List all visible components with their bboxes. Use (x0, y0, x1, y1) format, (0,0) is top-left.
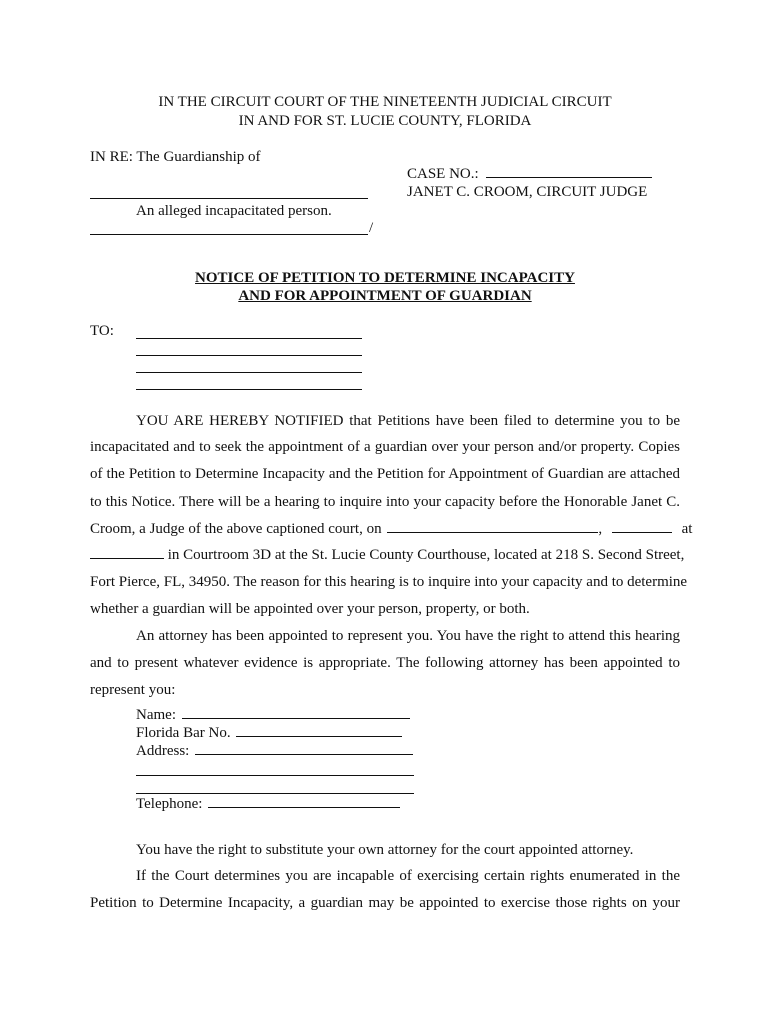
para2-line2: and to present whatever evidence is appropriate. The following attorney has been appointed to (90, 655, 680, 671)
para2-line3: represent you: (90, 682, 176, 698)
to-blank-1[interactable] (136, 338, 362, 339)
para3: You have the right to substitute your own attorney for the court appointed attorney. (136, 842, 634, 858)
attorney-bar-row: Florida Bar No. (136, 725, 402, 742)
para1-line6: in Courtroom 3D at the St. Lucie County Courthouse, located at 218 S. Second Street, (90, 547, 684, 564)
attorney-address-row: Address: (136, 743, 413, 760)
in-re-label: IN RE: The Guardianship of (90, 149, 261, 165)
para4-line2: Petition to Determine Incapacity, a guardian may be appointed to exercise those rights on your (90, 895, 680, 911)
para2-line1: An attorney has been appointed to represent you. You have the right to attend this hearing (136, 628, 680, 644)
to-blank-2[interactable] (136, 355, 362, 356)
notice-title-1: NOTICE OF PETITION TO DETERMINE INCAPACITY (195, 270, 575, 286)
hearing-time-blank[interactable] (90, 557, 164, 559)
to-blank-4[interactable] (136, 389, 362, 390)
attorney-bar-blank[interactable] (236, 735, 402, 737)
judge-name: JANET C. CROOM, CIRCUIT JUDGE (407, 184, 648, 200)
para1-line8: whether a guardian will be appointed over your person, property, or both. (90, 601, 530, 617)
ward-name-blank[interactable] (90, 198, 368, 199)
para1-line2: incapacitated and to seek the appointment of a guardian over your person and/or property. Copies (90, 439, 680, 455)
attorney-telephone-blank[interactable] (208, 806, 400, 808)
court-line-1: IN THE CIRCUIT COURT OF THE NINETEENTH JUDICIAL CIRCUIT (158, 94, 612, 110)
case-no (407, 166, 652, 183)
para1-line7: Fort Pierce, FL, 34950. The reason for this hearing is to inquire into your capacity and to determine (90, 574, 688, 590)
court-line-2: IN AND FOR ST. LUCIE COUNTY, FLORIDA (238, 113, 532, 129)
case-no-blank[interactable] (486, 176, 652, 178)
para1-line1: YOU ARE HEREBY NOTIFIED that Petitions have been filed to determine you to be (136, 413, 680, 429)
hearing-year-blank[interactable] (612, 531, 672, 533)
para1-line5: Croom, a Judge of the above captioned court, on , at (90, 521, 693, 537)
para4-line1: If the Court determines you are incapable of exercising certain rights enumerated in the (136, 868, 680, 884)
caption-slash: / (369, 220, 374, 236)
case-no-label: CASE NO.: (407, 166, 479, 182)
para1-line4: to this Notice. There will be a hearing to inquire into your capacity before the Honorable Janet C. (90, 494, 680, 510)
attorney-telephone-row: Telephone: (136, 796, 400, 813)
to-blank-3[interactable] (136, 372, 362, 373)
hearing-date-blank[interactable] (387, 531, 598, 533)
attorney-address-blank-2[interactable] (136, 775, 414, 776)
caption-closing-line (90, 234, 368, 235)
to-label: TO: (90, 323, 114, 339)
attorney-address-blank[interactable] (195, 753, 413, 755)
attorney-name-row: Name: (136, 707, 410, 724)
attorney-address-blank-3[interactable] (136, 793, 414, 794)
para1-line3: of the Petition to Determine Incapacity and the Petition for Appointment of Guardian are attached (90, 466, 680, 482)
notice-title-2: AND FOR APPOINTMENT OF GUARDIAN (238, 288, 532, 304)
alleged-incapacitated-label: An alleged incapacitated person. (136, 203, 332, 219)
attorney-name-blank[interactable] (182, 717, 410, 719)
